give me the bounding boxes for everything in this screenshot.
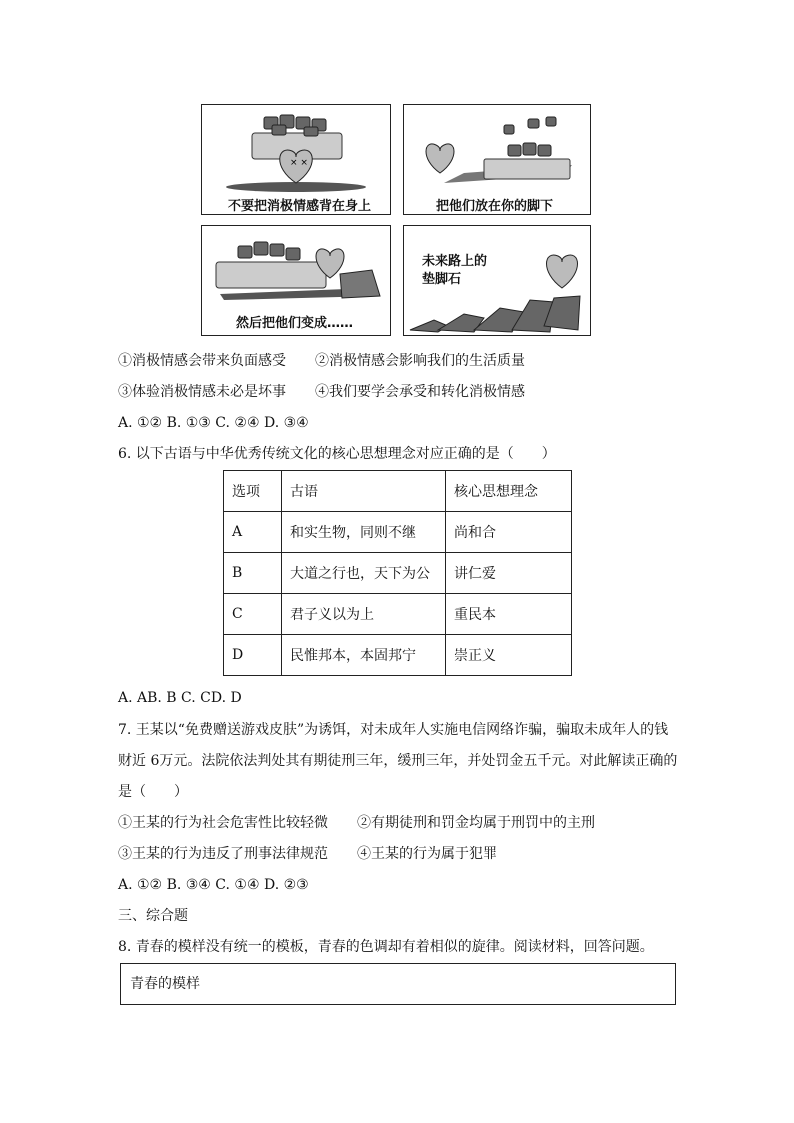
q6-choices: A. AB. B C. CD. D — [118, 690, 242, 706]
table-row — [224, 512, 572, 553]
q5-option-3: ③体验消极情感未必是坏事 — [118, 384, 286, 400]
comic-panel-2 — [403, 104, 591, 215]
table-cell: 和实生物，同则不继 — [282, 512, 446, 553]
table-row — [224, 594, 572, 635]
q7-stem-line-2: 财近 6万元。法院依法判处其有期徒刑三年，缓刑三年，并处罚金五千元。对此解读正确的 — [118, 753, 678, 769]
q7-option-1: ①王某的行为社会危害性比较轻微 — [118, 815, 328, 831]
table-cell: D — [224, 635, 282, 676]
panel-2-caption: 把他们放在你的脚下 — [436, 199, 554, 214]
q7-stem-line-1: 7. 王某以“免费赠送游戏皮肤”为诱饵，对未成年人实施电信网络诈骗，骗取未成年人的钱 — [118, 722, 669, 738]
table-cell: 崇正义 — [446, 635, 572, 676]
q7-option-4: ④王某的行为属于犯罪 — [357, 846, 497, 862]
table-header-row — [224, 471, 572, 512]
table-row — [224, 553, 572, 594]
q7-choices: A. ①② B. ③④ C. ①④ D. ②③ — [118, 877, 309, 893]
table-header-cell: 选项 — [224, 471, 282, 512]
q6-table — [223, 470, 572, 676]
table-cell: 民惟邦本，本固邦宁 — [282, 635, 446, 676]
q6-stem: 6. 以下古语与中华优秀传统文化的核心思想理念对应正确的是（ ） — [118, 446, 556, 462]
panel-4-caption-line1: 未来路上的 — [422, 254, 488, 269]
q5-option-1: ①消极情感会带来负面感受 — [118, 353, 286, 369]
panel-3-caption: 然后把他们变成…… — [236, 316, 354, 331]
table-cell: C — [224, 594, 282, 635]
q8-material-box — [120, 963, 676, 1005]
q8-box-title: 青春的模样 — [130, 976, 200, 992]
q5-choices: A. ①② B. ①③ C. ②④ D. ③④ — [118, 415, 309, 431]
table-cell: 君子义以为上 — [282, 594, 446, 635]
q7-option-3: ③王某的行为违反了刑事法律规范 — [118, 846, 328, 862]
comic-panel-1 — [201, 104, 391, 215]
q7-option-2: ②有期徒刑和罚金均属于刑罚中的主刑 — [357, 815, 595, 831]
section-title: 三、综合题 — [118, 908, 188, 924]
comic-panel-4 — [403, 225, 591, 336]
table-header-cell: 核心思想理念 — [446, 471, 572, 512]
q8-stem: 8. 青春的模样没有统一的模板，青春的色调却有着相似的旋律。阅读材料，回答问题。 — [118, 939, 654, 955]
svg-text:× ×: × × — [290, 158, 308, 168]
table-row — [224, 635, 572, 676]
panel-1-caption: 不要把消极情感背在身上 — [228, 199, 372, 214]
panel-4-caption-line2: 垫脚石 — [422, 272, 462, 287]
table-cell: 大道之行也，天下为公 — [282, 553, 446, 594]
q5-option-4: ④我们要学会承受和转化消极情感 — [315, 384, 525, 400]
comic-panel-3 — [201, 225, 391, 336]
q5-option-2: ②消极情感会影响我们的生活质量 — [315, 353, 525, 369]
table-cell: 讲仁爱 — [446, 553, 572, 594]
q7-stem-line-3: 是（ ） — [118, 784, 188, 800]
table-header-cell: 古语 — [282, 471, 446, 512]
table-cell: 重民本 — [446, 594, 572, 635]
table-cell: 尚和合 — [446, 512, 572, 553]
table-cell: A — [224, 512, 282, 553]
table-cell: B — [224, 553, 282, 594]
